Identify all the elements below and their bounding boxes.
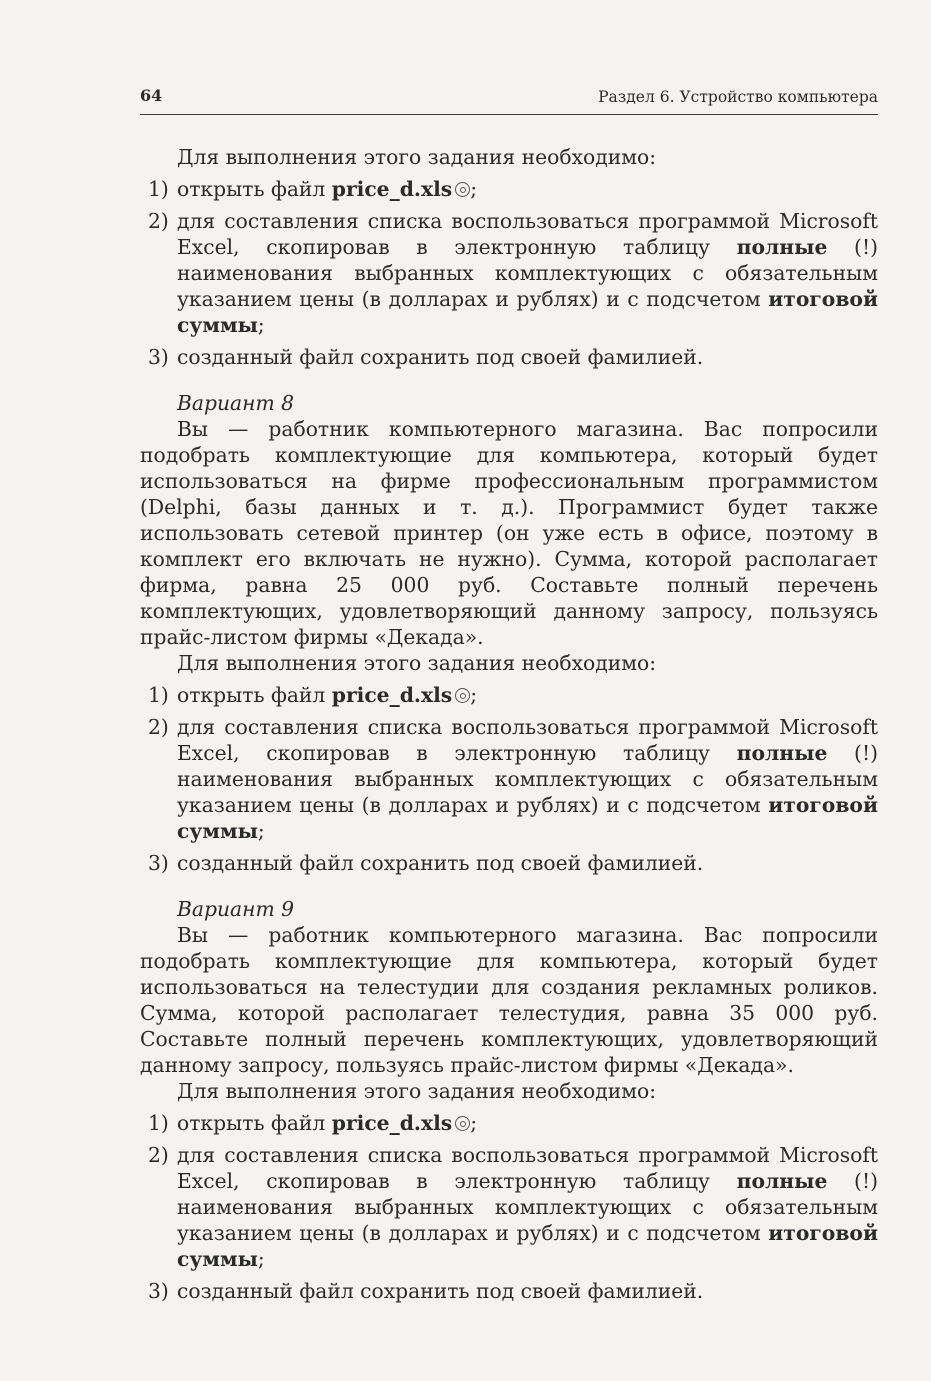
step-number: 3) (148, 851, 169, 875)
step-number: 3) (148, 345, 169, 369)
page-header (140, 84, 878, 115)
steps-intro: Для выполнения этого задания необходимо: (177, 651, 657, 675)
file-name: price_d.xls (331, 683, 453, 707)
disk-icon (455, 688, 470, 703)
step-text: для составления списка воспользоваться программой Microsoft Excel, скопировав в электронную таблицу (177, 1143, 878, 1193)
file-name: price_d.xls (331, 177, 453, 201)
emphasis-total: итоговой суммы (177, 287, 878, 337)
variant-block (140, 896, 878, 1304)
steps-intro: Для выполнения этого задания необходимо: (177, 145, 657, 169)
step-text-end: ; (470, 1111, 478, 1135)
emphasis-full: полные (736, 235, 828, 259)
step-text: для составления списка воспользоваться программой Microsoft Excel, скопировав в электронную таблицу (177, 715, 878, 765)
step-item (140, 714, 878, 844)
step-text-end: ; (257, 819, 265, 843)
task-block (140, 144, 878, 370)
variant-description: Вы — работник компьютерного магазина. Вас попросили подобрать комплектующие для компьютера, который будет использоваться на фирме профессиональным программистом (Delphi, базы данных и т. д.). Программист будет также использовать сетевой принтер (он уже есть в офисе, поэтому в комплект его включать не нужно). Сумма, которой располагает фирма, равна 25 000 руб. Составьте полный перечень комплектующих, удовлетворяющий данному запросу, пользуясь прайс-листом фирмы «Декада». (140, 417, 878, 649)
step-text-end: ; (470, 683, 478, 707)
page-number: 64 (140, 86, 163, 105)
step-text-end: ; (257, 313, 265, 337)
step-text: (!) наименования выбранных комплектующих с обязательным указанием цены (в долларах и рублях) и с подсчетом (177, 235, 879, 311)
step-text: созданный файл сохранить под своей фамилией. (177, 345, 704, 369)
step-number: 2) (148, 715, 169, 739)
steps-list (140, 682, 878, 876)
variant-heading: Вариант 9 (177, 897, 295, 921)
steps-intro: Для выполнения этого задания необходимо: (177, 1079, 657, 1103)
variant-heading: Вариант 8 (177, 391, 295, 415)
step-item (140, 682, 878, 708)
step-text: для составления списка воспользоваться программой Microsoft Excel, скопировав в электронную таблицу (177, 209, 878, 259)
emphasis-full: полные (736, 741, 828, 765)
file-name: price_d.xls (331, 1111, 453, 1135)
step-text-end: ; (470, 177, 478, 201)
steps-list (140, 1110, 878, 1304)
step-text: (!) наименования выбранных комплектующих с обязательным указанием цены (в долларах и рублях) и с подсчетом (177, 1169, 879, 1245)
step-number: 1) (148, 177, 169, 201)
step-text: созданный файл сохранить под своей фамилией. (177, 1279, 704, 1303)
step-text: созданный файл сохранить под своей фамилией. (177, 851, 704, 875)
variant-description: Вы — работник компьютерного магазина. Вас попросили подобрать комплектующие для компьютера, который будет использоваться на телестудии для создания рекламных роликов. Сумма, которой располагает телестудия, равна 35 000 руб. Составьте полный перечень комплектующих, удовлетворяющий данному запросу, пользуясь прайс-листом фирмы «Декада». (140, 923, 878, 1077)
step-number: 2) (148, 209, 169, 233)
step-text: (!) наименования выбранных комплектующих с обязательным указанием цены (в долларах и рублях) и с подсчетом (177, 741, 879, 817)
step-text: открыть файл (177, 683, 332, 707)
step-item (140, 850, 878, 876)
step-number: 2) (148, 1143, 169, 1167)
steps-list (140, 176, 878, 370)
step-item (140, 344, 878, 370)
disk-icon (455, 1116, 470, 1131)
variant-block (140, 390, 878, 876)
step-number: 1) (148, 1111, 169, 1135)
step-item (140, 1110, 878, 1136)
disk-icon (455, 182, 470, 197)
emphasis-total: итоговой суммы (177, 793, 878, 843)
step-text: открыть файл (177, 1111, 332, 1135)
step-item (140, 208, 878, 338)
page-body (140, 144, 878, 1310)
step-text: открыть файл (177, 177, 332, 201)
step-item (140, 176, 878, 202)
step-item (140, 1278, 878, 1304)
emphasis-full: полные (736, 1169, 828, 1193)
step-text-end: ; (257, 1247, 265, 1271)
emphasis-total: итоговой суммы (177, 1221, 878, 1271)
step-item (140, 1142, 878, 1272)
step-number: 1) (148, 683, 169, 707)
running-title: Раздел 6. Устройство компьютера (598, 88, 878, 106)
step-number: 3) (148, 1279, 169, 1303)
